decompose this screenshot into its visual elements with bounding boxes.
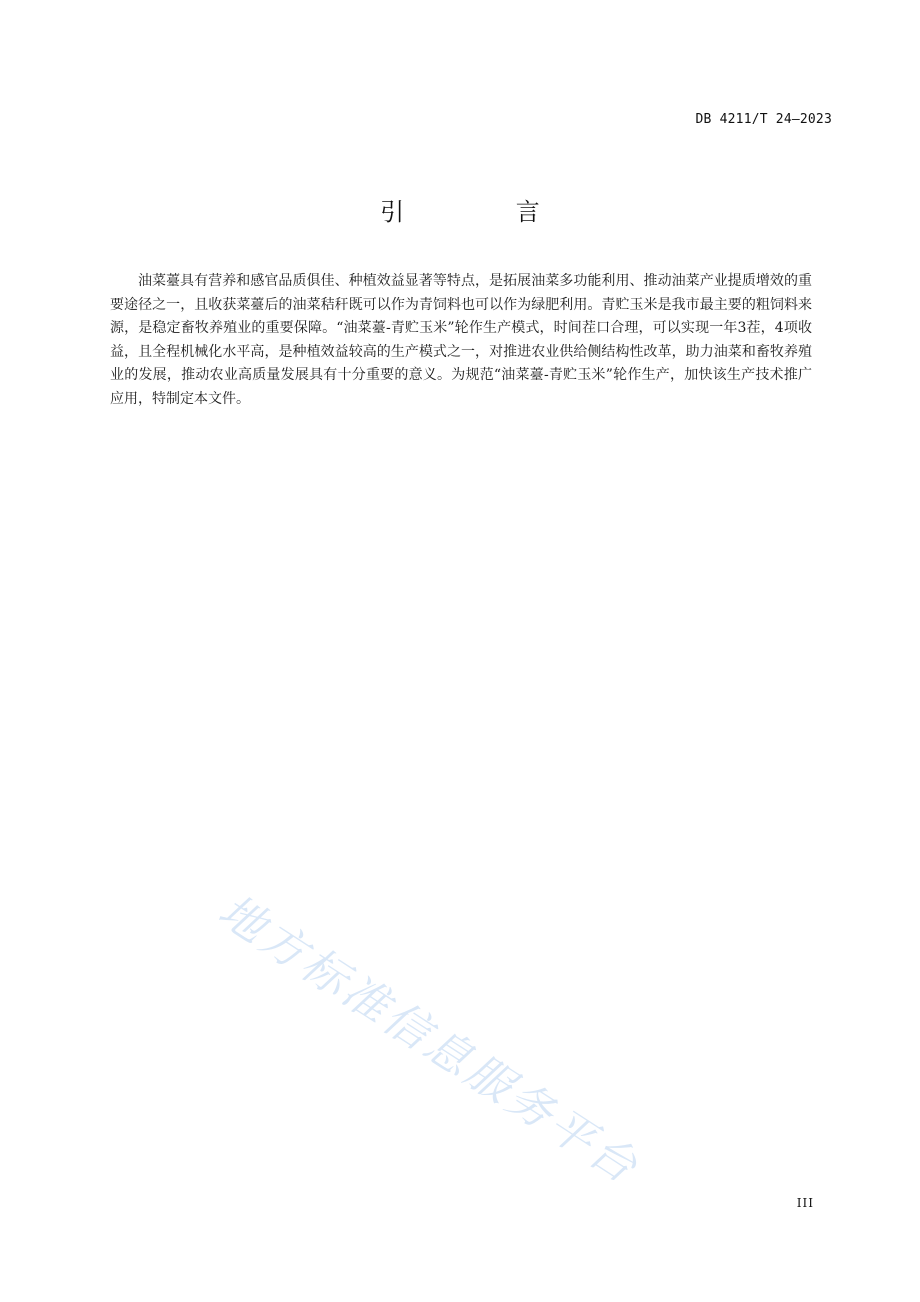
introduction-paragraph: 油菜薹具有营养和感官品质俱佳、种植效益显著等特点，是拓展油菜多功能利用、推动油菜产业提质增效的重要途径之一，且收获菜薹后的油菜秸秆既可以作为青饲料也可以作为绿肥利用。青贮玉米是我市最主要的粗饲料来源，是稳定畜牧养殖业的重要保障。“油菜薹-青贮玉米”轮作生产模式，时间茬口合理，可以实现一年3茬，4项收益，且全程机械化水平高，是种植效益较高的生产模式之一，对推进农业供给侧结构性改革，助力油菜和畜牧养殖业的发展，推动农业高质量发展具有十分重要的意义。为规范“油菜薹-青贮玉米”轮作生产，加快该生产技术推广应用，特制定本文件。 [110,273,812,407]
section-title: 引 言 [380,198,592,226]
standard-code: DB 4211/T 24—2023 [695,112,832,127]
watermark: 地方标准信息服务平台 [209,883,650,1195]
page-number: III [796,1196,814,1210]
